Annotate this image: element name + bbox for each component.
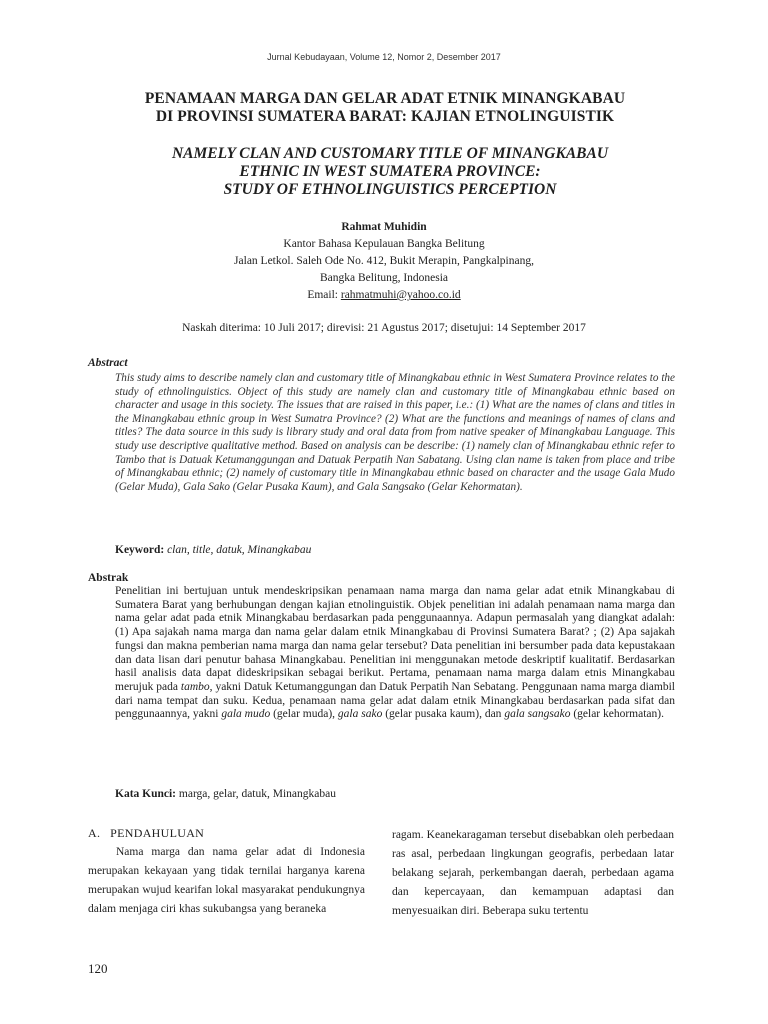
abstrak-term-gala-sako: gala sako — [337, 708, 383, 721]
keyword-label: Keyword: — [115, 544, 165, 556]
title-indonesian-line: PENAMAAN MARGA DAN GELAR ADAT ETNIK MINANGKABAU — [144, 90, 626, 107]
affiliation-address: Jalan Letkol. Saleh Ode No. 412, Bukit Merapin, Pangkalpinang, — [234, 255, 534, 267]
abstrak-text: , yakni Datuk Ketumanggungan dan Datuk Perpatih Nan Sebatang. Penggunaan nama marga diambil dari nama tempat dan suku. Kedua, penamaan nama gelar adat dalam etnik Minangkabau berdasarkan pada sifat dan penggunaannya, yakni — [115, 680, 675, 721]
abstrak-term-gala-sangsako: gala sangsako — [504, 708, 571, 721]
abstrak-term-gala-mudo: gala mudo — [221, 708, 271, 721]
abstrak-heading: Abstrak — [88, 572, 129, 584]
email-label: Email: — [307, 289, 341, 301]
affiliation-region: Bangka Belitung, Indonesia — [319, 272, 449, 284]
title-english — [110, 145, 670, 199]
section-heading-pendahuluan: A. PENDAHULUAN — [88, 826, 205, 840]
title-english-line: STUDY OF ETHNOLINGUISTICS PERCEPTION — [223, 181, 557, 198]
abstrak-term-tambo: tambo — [180, 680, 210, 693]
kata-kunci-line — [115, 788, 336, 800]
abstrak-text: Penelitian ini bertujuan untuk mendeskripsikan penamaan nama marga dan nama gelar adat etnik Minangkabau di Sumatera Barat yang berhubungan dengan kajian etnolinguistik. Objek penelitian ini adalah penamaan nama marga dan nama gelar adat pada etnik Minangkabau berdasarkan pada penggunaannya. Adapun permasalah yang diangkat adalah: (1) Apa sajakah nama marga dan nama gelar dalam etnik Minangkabau di Provinsi Sumatera Barat? ; (2) Apa sajakah fungsi dan makna pemberian nama marga dan nama gelar tersebut? Data penelitian ini bersumber pada data kepustakaan dan data lisan dari penutur bahasa Minangkabau. Penelitian ini menggunakan metode deskriptif kualitatif. Berdasarkan hasil analisis data dapat dideskripsikan sebagai berikut. Pertama, penamaan nama marga dalam etnis Minangkabau merujuk pada — [115, 585, 675, 693]
abstrak-body — [115, 585, 675, 722]
title-english-line: NAMELY CLAN AND CUSTOMARY TITLE OF MINANGKABAU — [171, 145, 609, 162]
kata-kunci-values: marga, gelar, datuk, Minangkabau — [176, 788, 336, 800]
title-english-line: ETHNIC IN WEST SUMATERA PROVINCE: — [239, 163, 541, 180]
title-indonesian-line: DI PROVINSI SUMATERA BARAT: KAJIAN ETNOLINGUISTIK — [155, 108, 615, 125]
abstrak-text: (gelar muda), — [270, 708, 338, 721]
abstrak-text: (gelar kehormatan). — [570, 708, 664, 721]
intro-paragraph-right: ragam. Keanekaragaman tersebut disebabkan oleh perbedaan ras asal, perbedaan lingkungan geografis, perbedaan latar belakang sejarah, perkembangan daerah, perbedaan agama dan kepercayaan, dan kemampuan adaptasi dan menyesuaikan diri. Beberapa suku tertentu — [392, 829, 674, 917]
author-name: Rahmat Muhidin — [341, 221, 427, 233]
keyword-line — [115, 544, 311, 556]
journal-header: Jurnal Kebudayaan, Volume 12, Nomor 2, Desember 2017 — [267, 52, 501, 62]
title-indonesian — [80, 90, 690, 126]
affiliation-institution: Kantor Bahasa Kepulauan Bangka Belitung — [283, 238, 485, 250]
kata-kunci-label: Kata Kunci: — [115, 788, 177, 800]
abstract-body: This study aims to describe namely clan and customary title of Minangkabau ethnic in West Sumatera Province relates to the study of ethnolinguistics. Object of this study are namely clan and customary title of Minangkabau ethnic based on character and usage in this society. The issues that are raised in this paper, i.e.: (1) What are the names of clans and titles in the Minangkabau ethnic group in West Sumatra Province? (2) What are the functions and meanings of names of clans and titles? The data source in this sudy is library study and oral data from from native speaker of Minangkabau Language. This study use descriptive qualitative method. Based on analysis can be describe: (1) namely clan of Minangkabau ethnic refer to Tambo that is Datuak Ketumanggungan and Datuak Perpatih Nan Sabatang. Using clan name is taken from place and tribe of Minangkabau ethnic; (2) namely of customary title in Minangkabau ethnic based on character and the usage Gala Mudo (Gelar Muda), Gala Sako (Gelar Pusaka Kaum), and Gala Sangsako (Gelar Kehormatan). — [115, 372, 675, 493]
keyword-values: clan, title, datuk, Minangkabau — [164, 544, 312, 556]
author-email-line — [0, 287, 768, 304]
abstract-heading: Abstract — [88, 357, 128, 369]
submission-dates: Naskah diterima: 10 Juli 2017; direvisi: 21 Agustus 2017; disetujui: 14 September 2017 — [182, 322, 586, 334]
email-link[interactable]: rahmatmuhi@yahoo.co.id — [340, 289, 461, 301]
abstrak-text: (gelar pusaka kaum), dan — [382, 708, 505, 721]
page-number: 120 — [88, 961, 108, 976]
intro-paragraph-left: Nama marga dan nama gelar adat di Indonesia merupakan kekayaan yang tidak ternilai harganya karena merupakan wujud kearifan lokal masyarakat pendukungnya dalam menjaga ciri khas sukubangsa yang beraneka — [88, 846, 365, 915]
